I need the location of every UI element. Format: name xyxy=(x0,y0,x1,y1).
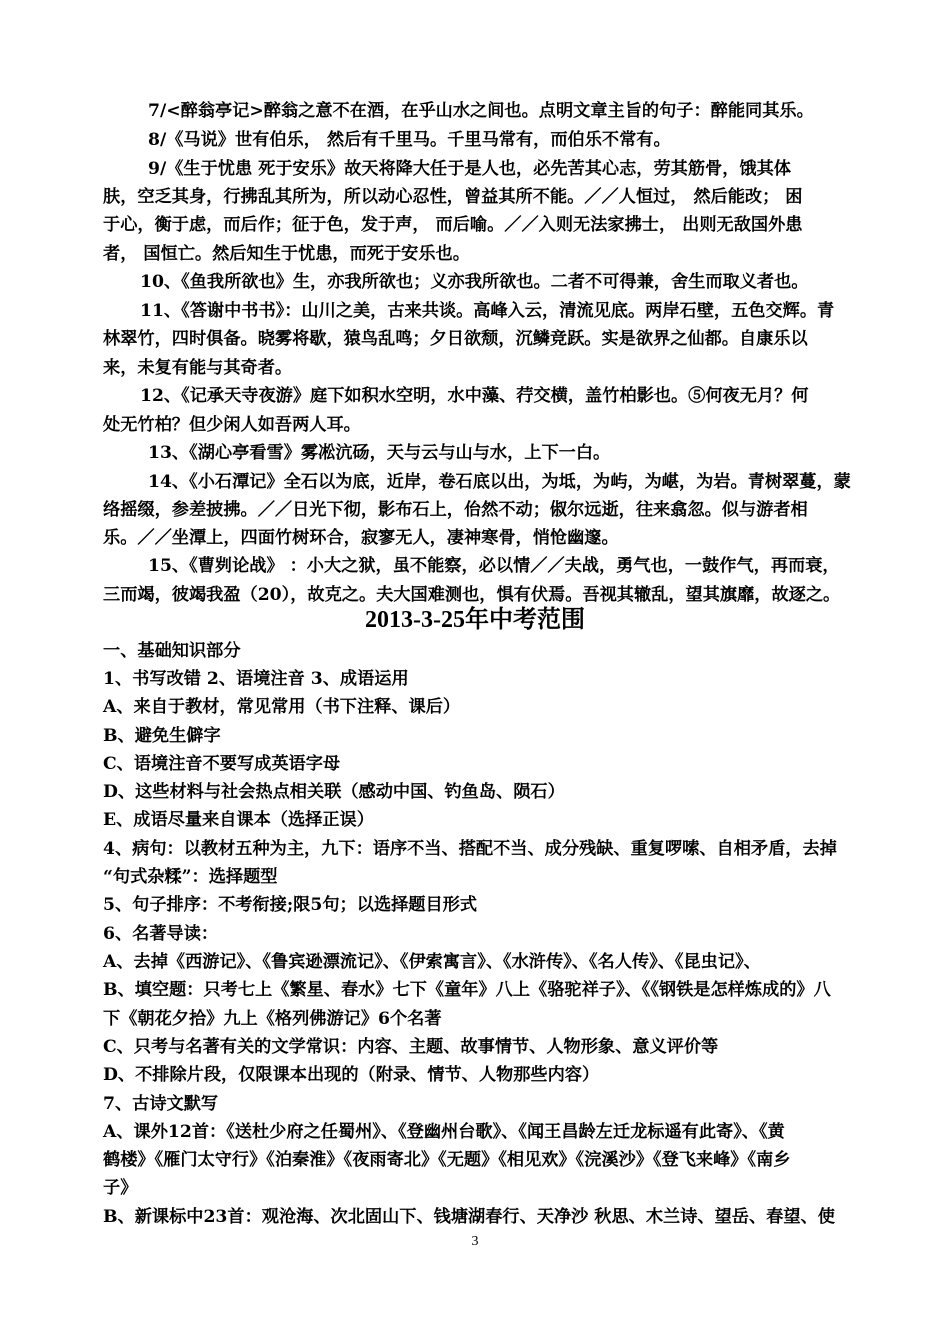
outline-line: A、去掉《西游记》、《鲁宾逊漂流记》、《伊索寓言》、《水浒传》、《名人传》、《昆虫记》、 xyxy=(103,952,761,972)
excerpt-line: 9/《生于忧患 死于安乐》故天将降大任于是人也，必先苦其心志，劳其筋骨，饿其体 xyxy=(148,159,791,179)
excerpt-line: 11、《答谢中书书》：山川之美，古来共谈。高峰入云，清流见底。两岸石壁，五色交辉。青 xyxy=(140,301,835,321)
excerpt-line: 乐。／／坐潭上，四面竹树环合，寂寥无人，凄神寒骨，悄怆幽邃。 xyxy=(103,528,619,548)
excerpt-line: 13、《湖心亭看雪》雾凇沆砀，天与云与山与水，上下一白。 xyxy=(148,443,611,463)
outline-line: C、语境注音不要写成英语字母 xyxy=(103,754,341,774)
outline-line: B、填空题：只考七上《繁星、春水》七下《童年》八上《骆驼祥子》、《《钢铁是怎样炼成的》八 xyxy=(103,980,831,1000)
page-number: 3 xyxy=(471,1234,479,1249)
outline-line: “句式杂糅”：选择题型 xyxy=(103,867,278,887)
excerpt-line: 14、《小石潭记》全石以为底，近岸，卷石底以出，为坻，为屿，为嵁，为岩。青树翠蔓，蒙 xyxy=(148,472,851,492)
outline-line: 6、名著导读： xyxy=(103,924,219,944)
outline-line: 5、句子排序：不考衔接;限5句；以选择题目形式 xyxy=(103,895,478,915)
outline-line: C、只考与名著有关的文学常识：内容、主题、故事情节、人物形象、意义评价等 xyxy=(103,1037,719,1057)
outline-line: 1、书写改错 2、语境注音 3、成语运用 xyxy=(103,669,409,689)
outline-line: A、课外12首：《送杜少府之任蜀州》、《登幽州台歌》、《闻王昌龄左迁龙标遥有此寄》、《黄 xyxy=(103,1122,785,1142)
outline-line: B、避免生僻字 xyxy=(103,726,221,746)
outline-line: 一、基础知识部分 xyxy=(103,641,241,661)
excerpt-line: 12、《记承天寺夜游》庭下如积水空明，水中藻、荇交横，盖竹柏影也。⑤何夜无月？何 xyxy=(140,386,809,406)
excerpt-line: 于心，衡于虑，而后作；征于色，发于声， 而后喻。／／入则无法家拂士， 出则无敌国外患 xyxy=(103,215,803,235)
outline-line: A、来自于教材，常见常用（书下注释、课后） xyxy=(103,697,461,717)
section-title: 2013-3-25年中考范围 xyxy=(365,607,585,633)
outline-line: 4、病句：以教材五种为主，九下：语序不当、搭配不当、成分残缺、重复啰嗦、自相矛盾，去掉 xyxy=(103,839,837,859)
excerpt-line: 络摇缀，参差披拂。／／日光下彻，影布石上，佁然不动；俶尔远逝，往来翕忽。似与游者相 xyxy=(103,500,808,520)
excerpt-line: 林翠竹，四时俱备。晓雾将歇，猿鸟乱鸣；夕日欲颓，沉鳞竞跃。实是欲界之仙都。自康乐以 xyxy=(103,329,808,349)
excerpt-line: 肤，空乏其身，行拂乱其所为，所以动心忍性，曾益其所不能。／／人恒过， 然后能改； 困 xyxy=(103,187,803,207)
excerpt-line: 8/《马说》世有伯乐， 然后有千里马。千里马常有，而伯乐不常有。 xyxy=(148,130,671,150)
excerpt-line: 三而竭，彼竭我盈（20），故克之。夫大国难测也，惧有伏焉。吾视其辙乱，望其旗靡，故逐之。 xyxy=(103,585,841,605)
outline-line: 鹤楼》《雁门太守行》《泊秦淮》《夜雨寄北》《无题》《相见欢》《浣溪沙》《登飞来峰》《南乡 xyxy=(103,1150,791,1170)
outline-line: B、新课标中23首：观沧海、次北固山下、钱塘湖春行、天净沙 秋思、木兰诗、望岳、春望、使 xyxy=(103,1207,835,1227)
outline-line: E、成语尽量来自课本（选择正误） xyxy=(103,810,374,830)
outline-line: 7、古诗文默写 xyxy=(103,1094,219,1114)
excerpt-line: 处无竹柏？但少闲人如吾两人耳。 xyxy=(103,415,361,435)
outline-line: 子》 xyxy=(103,1178,138,1198)
outline-line: D、这些材料与社会热点相关联（感动中国、钓鱼岛、陨石） xyxy=(103,782,565,802)
excerpt-line: 15、《曹刿论战》 ：小大之狱，虽不能察，必以情／／夫战，勇气也，一鼓作气，再而衰， xyxy=(148,556,840,576)
outline-line: 下《朝花夕拾》九上《格列佛游记》6个名著 xyxy=(103,1009,442,1029)
excerpt-line: 来，未复有能与其奇者。 xyxy=(103,358,293,378)
outline-line: D、不排除片段，仅限课本出现的（附录、情节、人物那些内容） xyxy=(103,1065,600,1085)
excerpt-line: 7/<醉翁亭记>醉翁之意不在酒，在乎山水之间也。点明文章主旨的句子：醉能同其乐。 xyxy=(148,101,814,121)
excerpt-line: 10、《鱼我所欲也》生，亦我所欲也；义亦我所欲也。二者不可得兼，舍生而取义者也。 xyxy=(140,272,809,292)
excerpt-line: 者， 国恒亡。然后知生于忧患，而死于安乐也。 xyxy=(103,244,470,264)
